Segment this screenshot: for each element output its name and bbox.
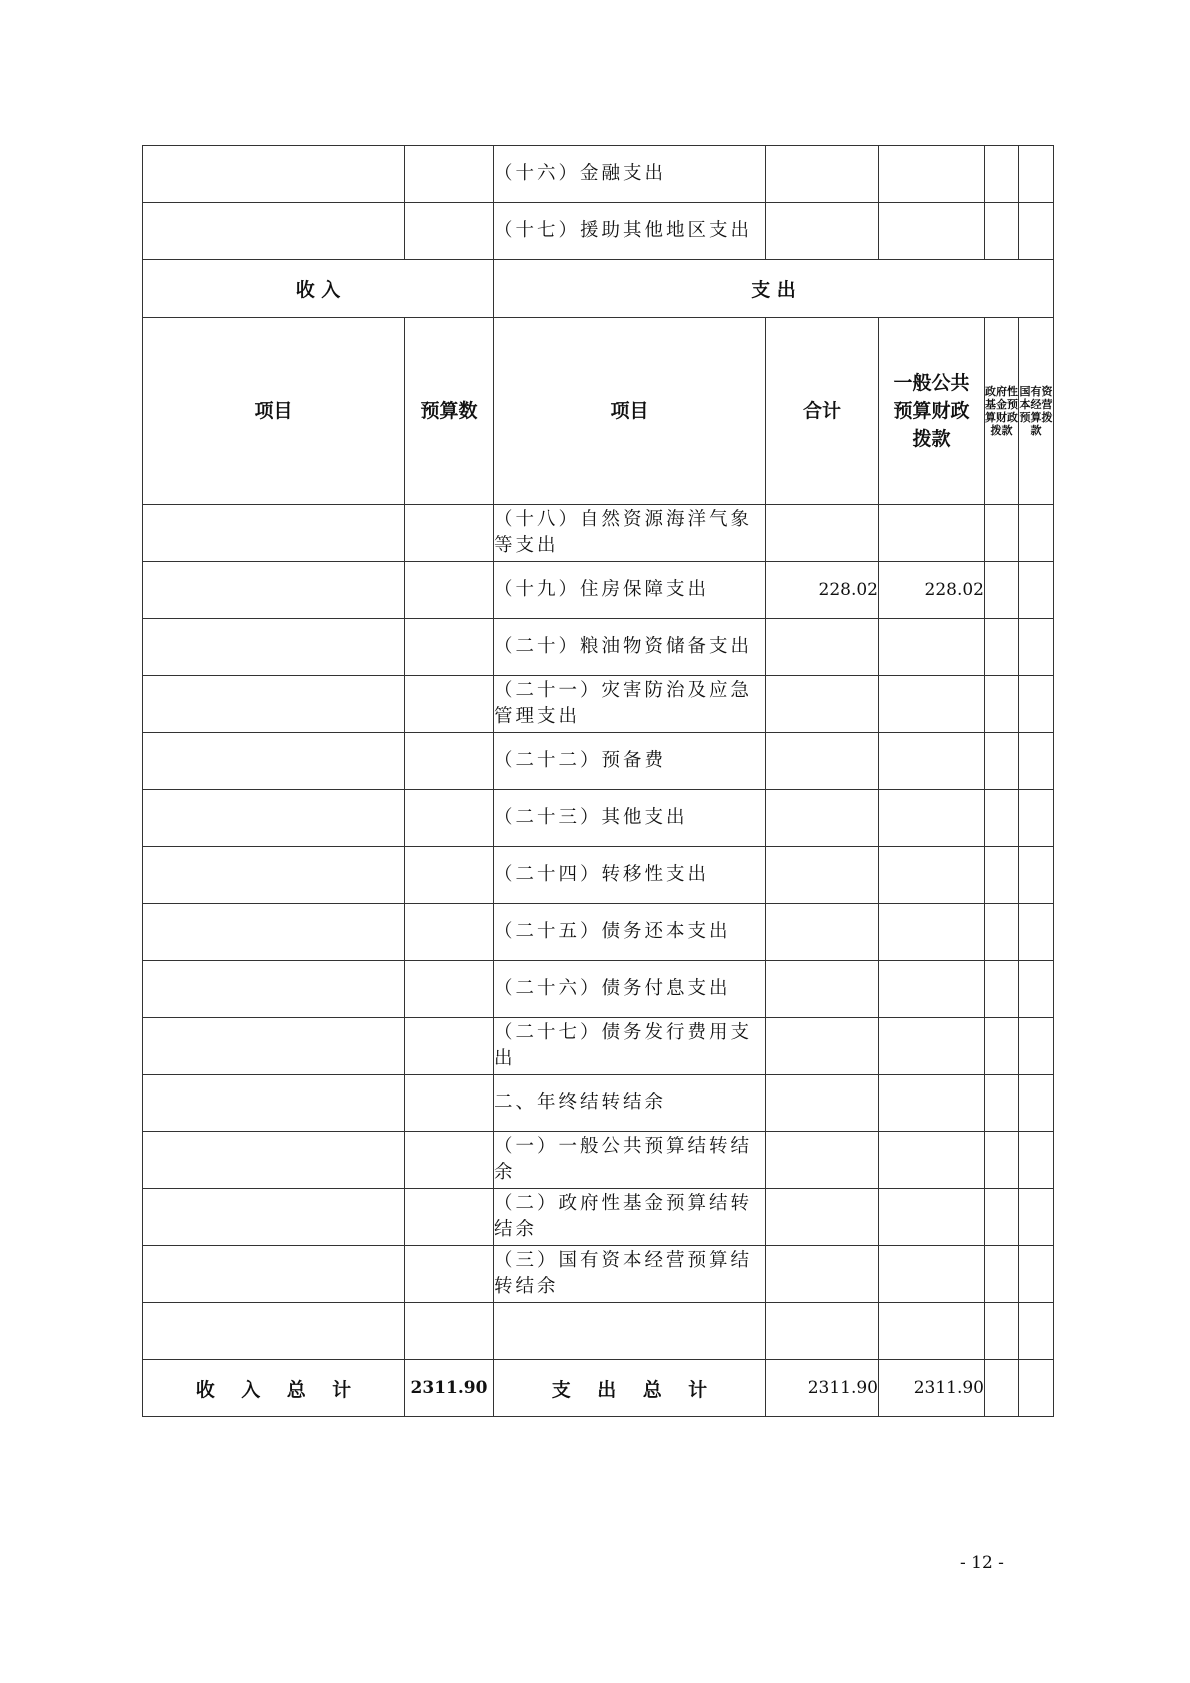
income-budget-cell <box>405 790 494 847</box>
header-total: 合计 <box>766 318 879 505</box>
budget-table <box>142 145 1054 1417</box>
income-item-cell <box>143 203 405 260</box>
state-capital-cell <box>1019 1132 1054 1189</box>
gov-fund-cell <box>985 505 1019 562</box>
gov-fund-cell <box>985 146 1019 203</box>
gov-fund-cell <box>985 203 1019 260</box>
state-capital-cell <box>1019 961 1054 1018</box>
expense-total-cell <box>766 733 879 790</box>
expense-total-cell <box>766 619 879 676</box>
income-item-cell <box>143 961 405 1018</box>
gov-fund-cell <box>985 733 1019 790</box>
expense-total-cell <box>766 146 879 203</box>
table-row <box>143 1189 1054 1246</box>
expense-general-cell <box>879 847 985 904</box>
expense-general-cell <box>879 733 985 790</box>
expense-general-cell <box>879 1132 985 1189</box>
header-income-budget: 预算数 <box>405 318 494 505</box>
state-capital-cell <box>1019 676 1054 733</box>
income-item-cell <box>143 1132 405 1189</box>
state-capital-cell <box>1019 1246 1054 1303</box>
expense-total-cell: 228.02 <box>766 562 879 619</box>
expense-item-cell: （二十一）灾害防治及应急管理支出 <box>494 676 766 733</box>
state-capital-cell <box>1019 146 1054 203</box>
table-body-rows <box>143 505 1054 1360</box>
gov-fund-cell <box>985 676 1019 733</box>
page-number: - 12 - <box>960 1553 1004 1573</box>
income-budget-cell <box>405 733 494 790</box>
header-general-public: 一般公共预算财政拨款 <box>879 318 985 505</box>
income-item-cell <box>143 562 405 619</box>
state-capital-cell <box>1019 562 1054 619</box>
expense-item-cell: （十六）金融支出 <box>494 146 766 203</box>
table-row <box>143 619 1054 676</box>
expense-general-cell <box>879 676 985 733</box>
expense-general-cell <box>879 619 985 676</box>
expense-total-cell <box>766 847 879 904</box>
gov-fund-cell <box>985 1189 1019 1246</box>
income-item-cell <box>143 847 405 904</box>
income-budget-cell <box>405 505 494 562</box>
expense-item-cell: （一）一般公共预算结转结余 <box>494 1132 766 1189</box>
table-row <box>143 562 1054 619</box>
income-budget-cell <box>405 1075 494 1132</box>
expense-total-cell <box>766 790 879 847</box>
expense-total-cell <box>766 676 879 733</box>
table-header <box>143 260 1054 505</box>
income-item-cell <box>143 1018 405 1075</box>
table-row <box>143 505 1054 562</box>
expense-total-cell <box>766 505 879 562</box>
income-budget-cell <box>405 203 494 260</box>
income-budget-cell <box>405 1246 494 1303</box>
income-section-label: 收 入 <box>143 260 494 318</box>
expense-total-cell <box>766 904 879 961</box>
expense-item-cell: （二十六）债务付息支出 <box>494 961 766 1018</box>
gov-fund-total-cell <box>985 1360 1019 1417</box>
table-row <box>143 676 1054 733</box>
expense-total-label: 支 出 总 计 <box>494 1360 766 1417</box>
gov-fund-cell <box>985 619 1019 676</box>
gov-fund-cell <box>985 562 1019 619</box>
gov-fund-cell <box>985 1132 1019 1189</box>
expense-item-cell: （二十三）其他支出 <box>494 790 766 847</box>
gov-fund-cell <box>985 1075 1019 1132</box>
expense-general-cell: 228.02 <box>879 562 985 619</box>
expense-general-cell <box>879 1189 985 1246</box>
expense-item-cell: （二十）粮油物资储备支出 <box>494 619 766 676</box>
expense-section-label: 支 出 <box>494 260 1054 318</box>
header-state-capital: 国有资本经营预算拨款 <box>1019 318 1054 505</box>
expense-item-cell: （二十四）转移性支出 <box>494 847 766 904</box>
expense-general-cell <box>879 904 985 961</box>
table-top-rows <box>143 146 1054 260</box>
column-header-row <box>143 318 1054 505</box>
gov-fund-cell <box>985 904 1019 961</box>
expense-general-cell <box>879 146 985 203</box>
state-capital-cell <box>1019 619 1054 676</box>
income-budget-cell <box>405 1303 494 1360</box>
expense-general-cell <box>879 961 985 1018</box>
expense-total-cell <box>766 1132 879 1189</box>
table-row <box>143 1132 1054 1189</box>
table-row <box>143 203 1054 260</box>
expense-item-cell: （二十二）预备费 <box>494 733 766 790</box>
income-item-cell <box>143 505 405 562</box>
gov-fund-cell <box>985 1246 1019 1303</box>
expense-total-cell <box>766 961 879 1018</box>
expense-total-cell <box>766 1189 879 1246</box>
expense-item-cell: （三）国有资本经营预算结转结余 <box>494 1246 766 1303</box>
expense-total-value: 2311.90 <box>766 1360 879 1417</box>
income-budget-cell <box>405 676 494 733</box>
table-row <box>143 146 1054 203</box>
income-item-cell <box>143 790 405 847</box>
expense-item-cell: 二、年终结转结余 <box>494 1075 766 1132</box>
state-capital-cell <box>1019 505 1054 562</box>
income-budget-cell <box>405 847 494 904</box>
expense-item-cell <box>494 1303 766 1360</box>
section-row <box>143 260 1054 318</box>
income-budget-cell <box>405 619 494 676</box>
table-row <box>143 1018 1054 1075</box>
table-row <box>143 1075 1054 1132</box>
table-row <box>143 1246 1054 1303</box>
state-capital-cell <box>1019 847 1054 904</box>
income-budget-cell <box>405 904 494 961</box>
expense-general-cell <box>879 505 985 562</box>
state-capital-cell <box>1019 1075 1054 1132</box>
table-row <box>143 904 1054 961</box>
table-totals <box>143 1360 1054 1417</box>
expense-total-cell <box>766 203 879 260</box>
header-income-item: 项目 <box>143 318 405 505</box>
table-row <box>143 847 1054 904</box>
income-budget-cell <box>405 562 494 619</box>
expense-item-cell: （十八）自然资源海洋气象等支出 <box>494 505 766 562</box>
table-row <box>143 961 1054 1018</box>
expense-general-cell <box>879 790 985 847</box>
expense-total-cell <box>766 1018 879 1075</box>
expense-item-cell: （二十五）债务还本支出 <box>494 904 766 961</box>
header-expense-item: 项目 <box>494 318 766 505</box>
expense-item-cell: （十九）住房保障支出 <box>494 562 766 619</box>
income-item-cell <box>143 1246 405 1303</box>
state-capital-cell <box>1019 1018 1054 1075</box>
gov-fund-cell <box>985 847 1019 904</box>
income-total-value: 2311.90 <box>405 1360 494 1417</box>
expense-general-cell <box>879 1303 985 1360</box>
expense-general-cell <box>879 1246 985 1303</box>
expense-general-total-value: 2311.90 <box>879 1360 985 1417</box>
income-item-cell <box>143 1189 405 1246</box>
income-budget-cell <box>405 1132 494 1189</box>
expense-total-cell <box>766 1303 879 1360</box>
expense-item-cell: （二十七）债务发行费用支出 <box>494 1018 766 1075</box>
income-budget-cell <box>405 146 494 203</box>
expense-item-cell: （十七）援助其他地区支出 <box>494 203 766 260</box>
income-item-cell <box>143 733 405 790</box>
expense-total-cell <box>766 1075 879 1132</box>
gov-fund-cell <box>985 1018 1019 1075</box>
table-row <box>143 790 1054 847</box>
income-item-cell <box>143 904 405 961</box>
gov-fund-cell <box>985 1303 1019 1360</box>
state-capital-cell <box>1019 904 1054 961</box>
table-row <box>143 1303 1054 1360</box>
gov-fund-cell <box>985 790 1019 847</box>
expense-item-cell: （二）政府性基金预算结转结余 <box>494 1189 766 1246</box>
state-capital-total-cell <box>1019 1360 1054 1417</box>
income-total-label: 收 入 总 计 <box>143 1360 405 1417</box>
state-capital-cell <box>1019 1189 1054 1246</box>
total-row <box>143 1360 1054 1417</box>
income-item-cell <box>143 1303 405 1360</box>
state-capital-cell <box>1019 733 1054 790</box>
income-budget-cell <box>405 1189 494 1246</box>
income-item-cell <box>143 676 405 733</box>
state-capital-cell <box>1019 1303 1054 1360</box>
income-budget-cell <box>405 961 494 1018</box>
expense-general-cell <box>879 203 985 260</box>
income-item-cell <box>143 1075 405 1132</box>
table-row <box>143 733 1054 790</box>
header-gov-fund: 政府性基金预算财政拨款 <box>985 318 1019 505</box>
expense-general-cell <box>879 1075 985 1132</box>
income-item-cell <box>143 619 405 676</box>
income-budget-cell <box>405 1018 494 1075</box>
expense-total-cell <box>766 1246 879 1303</box>
income-item-cell <box>143 146 405 203</box>
expense-general-cell <box>879 1018 985 1075</box>
state-capital-cell <box>1019 203 1054 260</box>
state-capital-cell <box>1019 790 1054 847</box>
gov-fund-cell <box>985 961 1019 1018</box>
